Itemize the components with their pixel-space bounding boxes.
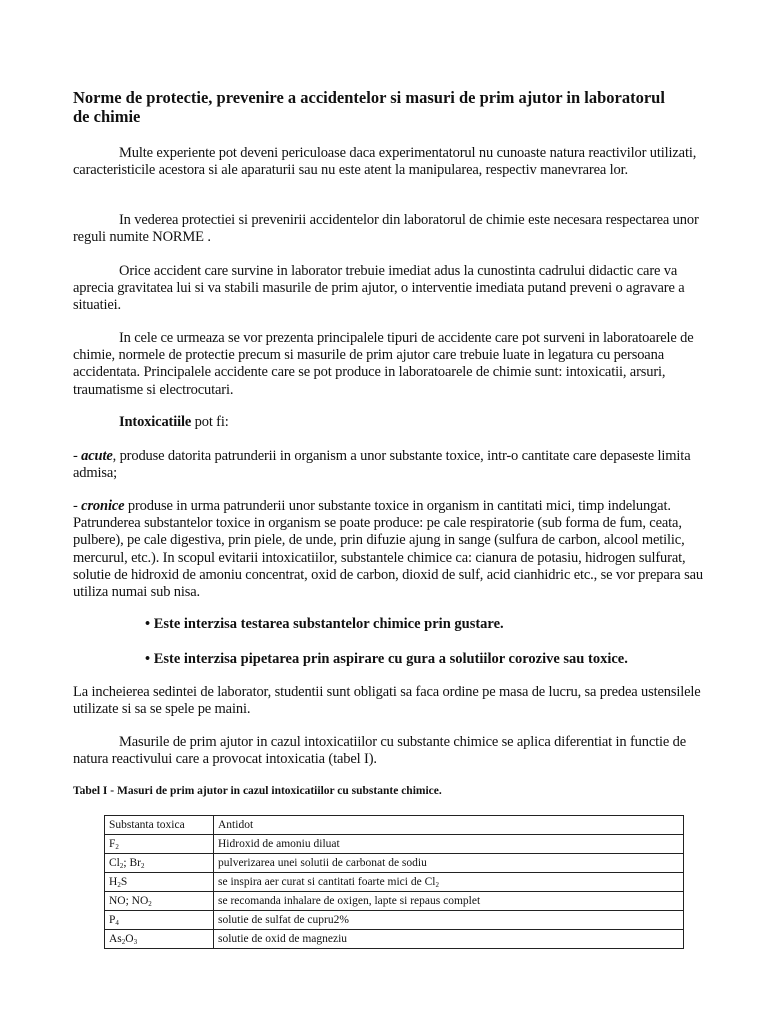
table-row <box>105 873 684 892</box>
table-caption: Tabel I - Masuri de prim ajutor in cazul intoxicatiilor cu substante chimice. <box>73 785 442 797</box>
table-header-row <box>105 816 684 835</box>
acute-text: , produse datorita patrunderii in organism a unor substante toxice, intr-o cantitate care depaseste limita admisa; <box>73 448 691 482</box>
intoxication-heading-rest: pot fi: <box>191 414 229 430</box>
paragraph-measures: Masurile de prim ajutor in cazul intoxicatiilor cu substante chimice se aplica diferentiat in functie de natura reactivului care a provocat intoxicatia (tabel I). <box>73 734 687 768</box>
rule-no-tasting: • Este interzisa testarea substantelor chimice prin gustare. <box>145 616 504 632</box>
paragraph-accident: Orice accident care survine in laborator trebuie imediat adus la cunostinta cadrului didactic care va aprecia gravitatea lui si va stabili masurile de prim ajutor, o interventie imediata putand preveni o agravare a situatiei. <box>73 263 685 314</box>
chronic-definition <box>73 498 715 601</box>
rule-no-mouth-pipetting: • Este interzisa pipetarea prin aspirare cu gura a solutiilor corozive sau toxice. <box>145 651 628 667</box>
intoxication-heading <box>73 414 715 431</box>
antidote-cell: se recomanda inhalare de oxigen, lapte si repaus complet <box>214 892 684 911</box>
chronic-dash: - <box>73 498 82 514</box>
paragraph-norms: In vederea protectiei si prevenirii accidentelor din laboratorul de chimie este necesara respectarea unor reguli numite NORME . <box>73 212 699 246</box>
antidote-cell: pulverizarea unei solutii de carbonat de sodiu <box>214 854 684 873</box>
antidote-cell: solutie de sulfat de cupru2% <box>214 911 684 930</box>
table-row <box>105 930 684 949</box>
paragraph-types: In cele ce urmeaza se vor prezenta principalele tipuri de accidente care pot surveni in laboratoarele de chimie, normele de protectie precum si masurile de prim ajutor care trebuie luate in legatura cu persoana accidentata. Principalele accidente care se pot produce in laboratoarele de chimie sunt: intoxicatii, arsuri, traumatisme si electrocutari. <box>73 330 694 398</box>
table-row <box>105 911 684 930</box>
acute-term: acute <box>81 448 113 464</box>
intoxication-heading-bold: Intoxicatiile <box>119 414 192 430</box>
chronic-text: produse in urma patrunderii unor substante toxice in organism in cantitati mici, timp indelungat. Patrunderea substantelor toxice in organism se poate produce: pe cale respiratorie (sub forma de fum, ceata, pulbere), pe cale digestiva, prin piele, de unde, prin difuzie ajung in sange (sulfura de carbon, alcool metilic, mercurul, etc.). In scopul evitarii intoxicatiilor, substantele chimice ca: cianura de potasiu, hidrogen sulfurat, solutie de hidroxid de amoniu concentrat, oxid de carbon, dioxid de sulf, acid cianhidric etc., se vor prepara sau utiliza numai sub nisa. <box>73 498 703 601</box>
paragraph-closing: La incheierea sedintei de laborator, studentii sunt obligati sa faca ordine pe masa de lucru, sa predea ustensilele utilizate si sa se spele pe maini. <box>73 684 701 718</box>
antidote-cell: Hidroxid de amoniu diluat <box>214 835 684 854</box>
antidote-table <box>104 815 684 949</box>
acute-definition <box>73 448 715 482</box>
paragraph-intro: Multe experiente pot deveni periculoase daca experimentatorul nu cunoaste natura reactivilor utilizati, caracteristicile acestora si ale aparaturii sau nu este atent la manipularea, respectiv manevrarea lor. <box>73 145 697 179</box>
antidote-cell: se inspira aer curat si cantitati foarte mici de $Cl_2$ <box>214 873 684 892</box>
substance-cell: $As_2O_3$ <box>105 930 214 949</box>
acute-dash: - <box>73 448 82 464</box>
substance-cell: $H_2S$ <box>105 873 214 892</box>
chronic-term: cronice <box>81 498 125 514</box>
table-row <box>105 835 684 854</box>
substance-cell: $P_4$ <box>105 911 214 930</box>
table-row <box>105 854 684 873</box>
substance-cell: NO; $NO_2$ <box>105 892 214 911</box>
header-antidote: Antidot <box>214 816 684 835</box>
substance-cell: $Cl_2$; $Br_2$ <box>105 854 214 873</box>
table-row <box>105 892 684 911</box>
antidote-cell: solutie de oxid de magneziu <box>214 930 684 949</box>
header-substance: Substanta toxica <box>105 816 214 835</box>
page-title: Norme de protectie, prevenire a accidentelor si masuri de prim ajutor in laboratorul de chimie <box>73 88 665 126</box>
substance-cell: $F_2$ <box>105 835 214 854</box>
